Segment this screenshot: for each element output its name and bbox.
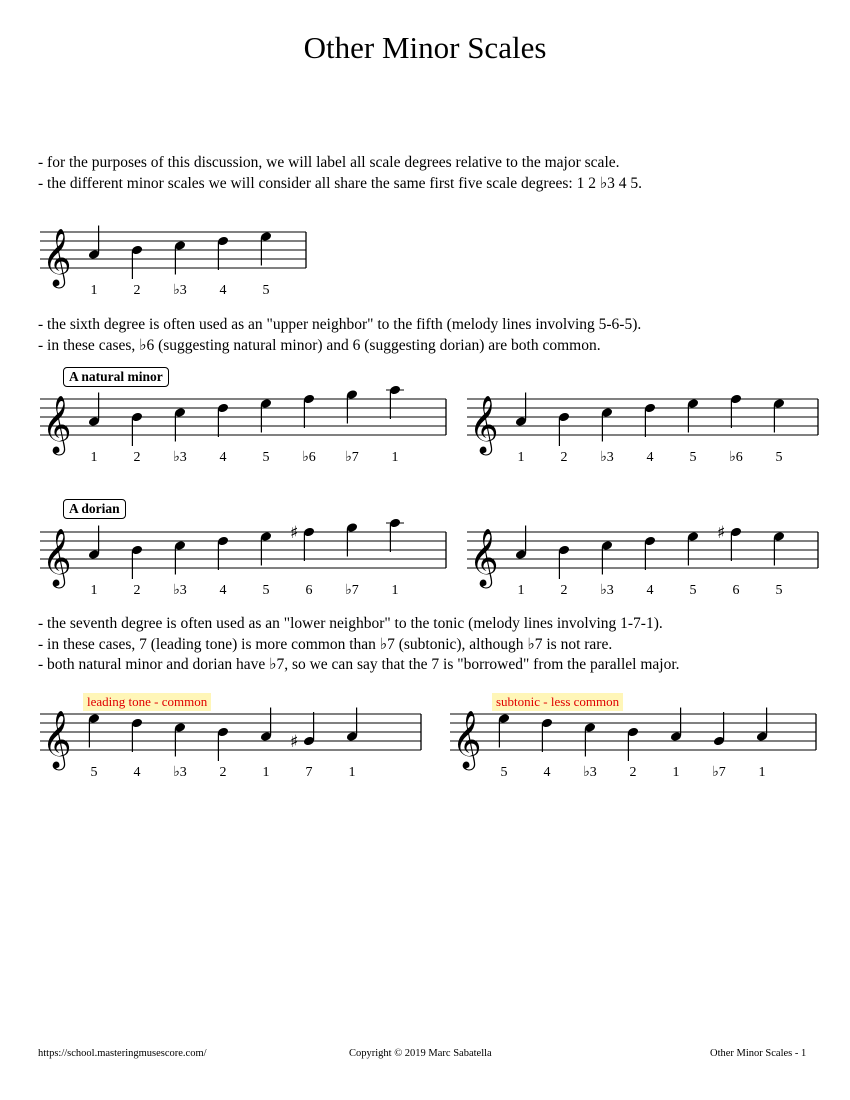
treble-clef-icon: 𝄞 bbox=[452, 710, 482, 768]
scale-degree-label: 2 bbox=[560, 583, 568, 598]
treble-clef-icon: 𝄞 bbox=[42, 395, 72, 453]
paragraph-sixth-degree: - the sixth degree is often used as an "upper neighbor" to the fifth (melody lines involving 5-6-5). bbox=[38, 316, 642, 333]
scale-degree-label: 1 bbox=[348, 765, 356, 780]
staff-dorian-scale bbox=[38, 520, 448, 600]
scale-degree-label: 2 bbox=[560, 450, 568, 465]
scale-degree-label: 5 bbox=[775, 583, 783, 598]
page-title: Other Minor Scales bbox=[303, 30, 547, 65]
note bbox=[515, 393, 527, 427]
scale-degree-label: 1 bbox=[517, 583, 525, 598]
staff-subtonic-melody bbox=[448, 702, 818, 782]
scale-degree-label: 5 bbox=[500, 765, 508, 780]
treble-clef-icon: 𝄞 bbox=[42, 528, 72, 586]
note bbox=[217, 727, 229, 761]
label-a-dorian: A dorian bbox=[63, 499, 126, 519]
note bbox=[260, 398, 272, 432]
note bbox=[773, 398, 785, 432]
scale-degree-label: ♭3 bbox=[600, 583, 614, 598]
note bbox=[687, 398, 699, 432]
label-leading-tone-common: leading tone - common bbox=[83, 693, 211, 711]
note bbox=[174, 407, 186, 441]
staff-dorian-upper-neighbor bbox=[465, 520, 820, 600]
sharp-icon: ♯ bbox=[717, 523, 726, 543]
note bbox=[644, 403, 656, 437]
scale-degree-label: ♭6 bbox=[729, 450, 743, 465]
scale-degree-label: 1 bbox=[90, 283, 98, 298]
note bbox=[290, 523, 315, 561]
note bbox=[717, 523, 742, 561]
note bbox=[88, 713, 100, 747]
paragraph-shared-degrees: - the different minor scales we will consider all share the same first five scale degrees: 1 2 ♭3 4 5. bbox=[38, 175, 643, 192]
note bbox=[303, 394, 315, 428]
treble-clef-icon: 𝄞 bbox=[42, 228, 72, 286]
footer-copyright: Copyright © 2019 Marc Sabatella bbox=[349, 1048, 492, 1059]
scale-degree-label: 2 bbox=[629, 765, 637, 780]
note bbox=[644, 536, 656, 570]
note bbox=[713, 712, 725, 746]
note bbox=[541, 718, 553, 752]
scale-degree-label: 5 bbox=[262, 450, 270, 465]
sharp-icon: ♯ bbox=[290, 523, 299, 543]
scale-degree-label: 1 bbox=[90, 583, 98, 598]
scale-degree-label: 2 bbox=[133, 450, 141, 465]
paragraph-sixth-degree-cases: - in these cases, ♭6 (suggesting natural minor) and 6 (suggesting dorian) are both common. bbox=[38, 337, 601, 354]
treble-clef-icon: 𝄞 bbox=[42, 710, 72, 768]
note bbox=[756, 708, 768, 742]
scale-degree-label: ♭7 bbox=[712, 765, 726, 780]
note bbox=[386, 385, 404, 419]
scale-degree-label: ♭7 bbox=[345, 450, 359, 465]
note bbox=[670, 708, 682, 742]
scale-degree-label: 2 bbox=[133, 583, 141, 598]
note bbox=[174, 240, 186, 274]
scale-degree-label: 1 bbox=[391, 450, 399, 465]
note bbox=[773, 531, 785, 565]
scale-degree-label: ♭7 bbox=[345, 583, 359, 598]
note bbox=[131, 718, 143, 752]
note bbox=[498, 713, 510, 747]
note bbox=[558, 545, 570, 579]
note bbox=[131, 545, 143, 579]
scale-degree-label: ♭3 bbox=[583, 765, 597, 780]
scale-degree-label: 5 bbox=[262, 283, 270, 298]
note bbox=[346, 522, 358, 556]
note bbox=[131, 245, 143, 279]
scale-degree-label: 1 bbox=[90, 450, 98, 465]
label-a-natural-minor: A natural minor bbox=[63, 367, 169, 387]
note bbox=[174, 722, 186, 756]
scale-degree-label: 2 bbox=[219, 765, 227, 780]
footer-url: https://school.masteringmusescore.com/ bbox=[38, 1048, 207, 1059]
paragraph-seventh-degree: - the seventh degree is often used as an "lower neighbor" to the tonic (melody lines involving 1-7-1). bbox=[38, 615, 663, 632]
paragraph-borrowed-seventh: - both natural minor and dorian have ♭7, so we can say that the 7 is "borrowed" from the parallel major. bbox=[38, 656, 680, 673]
note bbox=[88, 526, 100, 560]
scale-degree-label: 4 bbox=[133, 765, 141, 780]
note bbox=[627, 727, 639, 761]
treble-clef-icon: 𝄞 bbox=[469, 528, 499, 586]
note bbox=[687, 531, 699, 565]
footer-page-number: Other Minor Scales - 1 bbox=[710, 1048, 807, 1059]
staff-leading-tone-melody bbox=[38, 702, 423, 782]
scale-degree-label: ♭6 bbox=[302, 450, 316, 465]
scale-degree-label: ♭3 bbox=[173, 450, 187, 465]
note bbox=[88, 226, 100, 260]
scale-degree-label: ♭3 bbox=[173, 765, 187, 780]
note bbox=[730, 394, 742, 428]
note bbox=[260, 231, 272, 265]
scale-degree-label: 6 bbox=[732, 583, 740, 598]
scale-degree-label: 2 bbox=[133, 283, 141, 298]
note bbox=[601, 540, 613, 574]
scale-degree-label: 1 bbox=[672, 765, 680, 780]
scale-degree-label: ♭3 bbox=[173, 583, 187, 598]
treble-clef-icon: 𝄞 bbox=[469, 395, 499, 453]
scale-degree-label: 5 bbox=[90, 765, 98, 780]
scale-degree-label: ♭3 bbox=[173, 283, 187, 298]
scale-degree-label: 4 bbox=[219, 450, 227, 465]
note bbox=[386, 518, 404, 552]
note bbox=[601, 407, 613, 441]
note bbox=[217, 403, 229, 437]
scale-degree-label: 4 bbox=[219, 583, 227, 598]
scale-degree-label: 5 bbox=[262, 583, 270, 598]
label-subtonic-less-common: subtonic - less common bbox=[492, 693, 623, 711]
note bbox=[584, 722, 596, 756]
note bbox=[346, 708, 358, 742]
note bbox=[346, 389, 358, 423]
scale-degree-label: 1 bbox=[391, 583, 399, 598]
scale-degree-label: 4 bbox=[646, 583, 654, 598]
staff-natural-minor-upper-neighbor bbox=[465, 387, 820, 467]
note bbox=[260, 531, 272, 565]
note bbox=[217, 536, 229, 570]
note bbox=[131, 412, 143, 446]
note bbox=[217, 236, 229, 270]
scale-degree-label: 1 bbox=[517, 450, 525, 465]
scale-degree-label: 4 bbox=[646, 450, 654, 465]
sharp-icon: ♯ bbox=[290, 732, 299, 752]
paragraph-seventh-degree-cases: - in these cases, 7 (leading tone) is more common than ♭7 (subtonic), although ♭7 is not rare. bbox=[38, 636, 613, 653]
scale-degree-label: 5 bbox=[689, 450, 697, 465]
scale-degree-label: 4 bbox=[543, 765, 551, 780]
note bbox=[558, 412, 570, 446]
scale-degree-label: ♭3 bbox=[600, 450, 614, 465]
staff-common-degrees bbox=[38, 220, 308, 300]
scale-degree-label: 7 bbox=[305, 765, 313, 780]
note bbox=[260, 708, 272, 742]
paragraph-scale-degree-labeling: - for the purposes of this discussion, we will label all scale degrees relative to the major scale. bbox=[38, 154, 620, 171]
scale-degree-label: 1 bbox=[262, 765, 270, 780]
scale-degree-label: 6 bbox=[305, 583, 313, 598]
scale-degree-label: 5 bbox=[689, 583, 697, 598]
scale-degree-label: 5 bbox=[775, 450, 783, 465]
note bbox=[174, 540, 186, 574]
scale-degree-label: 1 bbox=[758, 765, 766, 780]
scale-degree-label: 4 bbox=[219, 283, 227, 298]
note bbox=[88, 393, 100, 427]
staff-natural-minor-scale bbox=[38, 387, 448, 467]
note bbox=[515, 526, 527, 560]
